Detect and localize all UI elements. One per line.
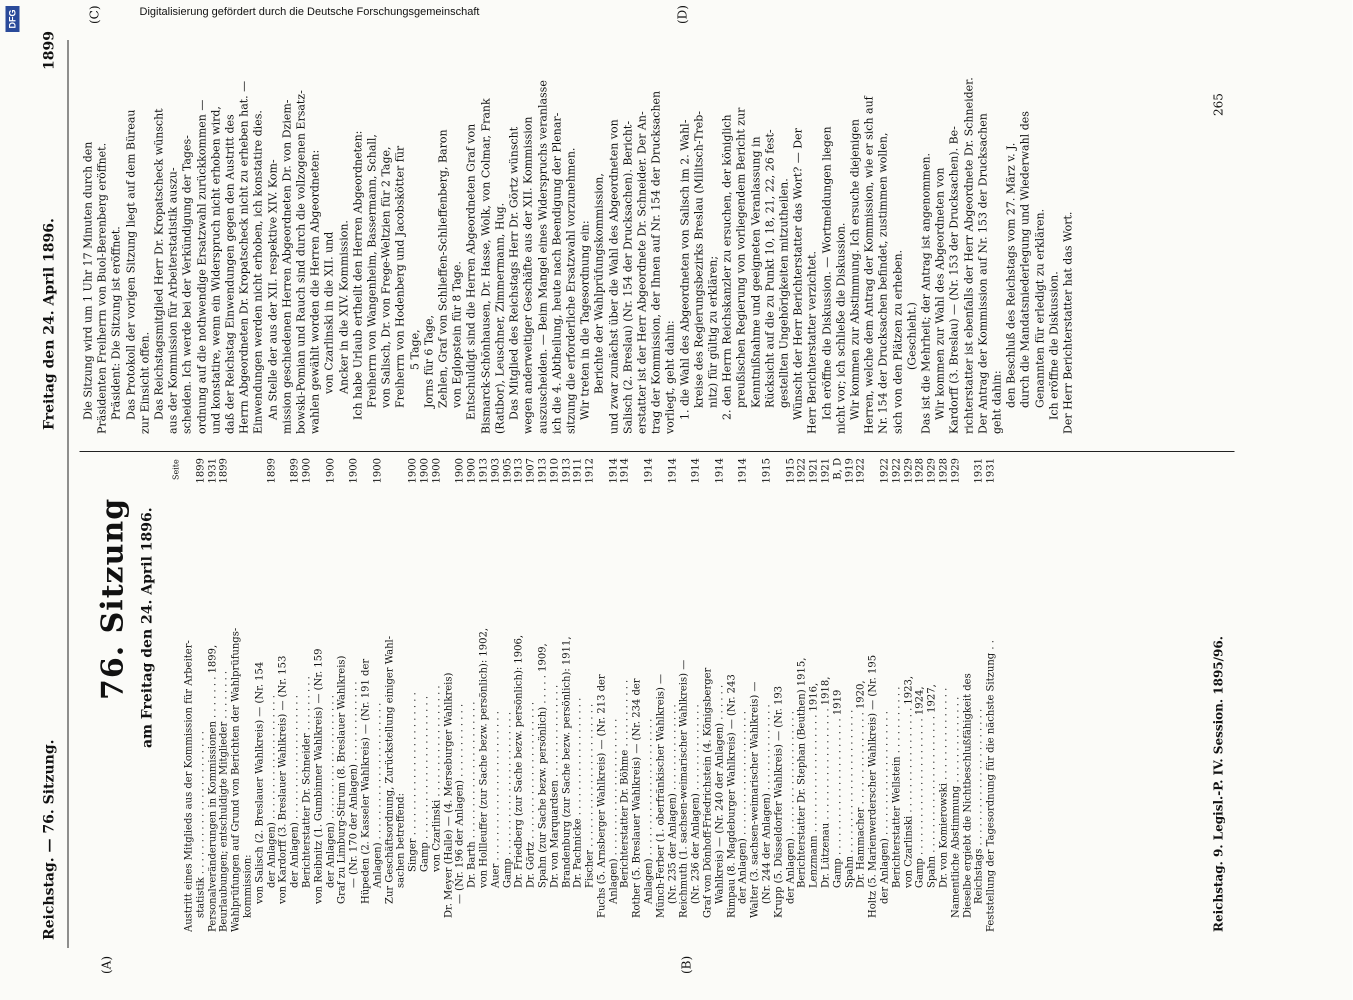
- toc-entry-text: Münch-Ferber (1. oberfränkischer Wahlkreis) —: [655, 673, 667, 918]
- body-line: gestellten Ungehörigkeiten mitzutheilen.: [777, 178, 791, 408]
- toc-entry-page: 1921: [820, 458, 832, 484]
- toc-entry-page: 1899: [266, 458, 278, 484]
- toc-entry: [537, 458, 549, 932]
- toc-entry-text: Walter (3. sachsen-weimarischer Wahlkreis) —: [749, 681, 761, 918]
- toc-entry: [455, 458, 467, 932]
- body-line: 2. den Herrn Reichskanzler zu ersuchen, der königlich: [720, 114, 734, 420]
- toc-entry-text: der Anlagen) . . . . . . . . . . . . . . . . . . . .: [266, 695, 278, 888]
- toc-entry-text: Gamp . . . . . . . . . . . . . . . . . . . . . . .: [419, 695, 431, 872]
- body-line: Wünscht der Herr Berichterstatter das Wort? — Der: [791, 128, 805, 420]
- toc-entry: [360, 458, 372, 932]
- toc-entry: [549, 458, 561, 932]
- body-line: den Beschluß des Reichstags vom 27. März v. J.: [1004, 142, 1018, 408]
- body-line: Wir kommen zur Abstimmung. Ich ersuche diejenigen: [848, 119, 862, 420]
- body-line: und konstatire, wenn ein Widerspruch nicht erhoben wird,: [209, 106, 223, 434]
- body-line: Zehlen, Graf von Schlieffen-Schlieffenberg, Baron: [436, 129, 450, 408]
- toc-entry-text: der Anlagen) . . . . . . . . . . . . . . . . . . . .: [325, 695, 337, 888]
- toc-entry: [337, 458, 349, 932]
- toc-entry: [301, 458, 313, 932]
- toc-entry: [596, 458, 608, 932]
- body-line: von Eglopstein für 8 Tage.: [450, 261, 464, 408]
- toc-entry-text: kommission:: [242, 854, 254, 918]
- toc-entry-text: Graf zu Limburg-Stirum (8. Breslauer Wahlkreis): [336, 655, 348, 904]
- toc-entry-page: 1914: [690, 458, 702, 484]
- body-line: Bismarck-Schönhausen, Dr. Hasse, Wolk, von Colmar, Frank: [479, 98, 493, 434]
- page-number-bottom: 265: [1211, 93, 1226, 116]
- toc-entry: [915, 458, 927, 932]
- body-line: Herrn Abgeordneten Dr. Kropatscheck nicht zu erheben hat. —: [237, 80, 251, 434]
- body-line: wahlen gewählt worden die Herren Abgeordneten:: [308, 149, 322, 434]
- toc-entry: [667, 458, 679, 932]
- toc-entry-page: 1900: [407, 458, 419, 484]
- toc-entry: [408, 458, 420, 932]
- toc-entry-page: B, D: [832, 458, 844, 480]
- dfg-logo: DFG: [6, 6, 20, 32]
- body-line: ich die 4. Abtheilung, heute nach Beendigung der Plenar-: [550, 112, 564, 434]
- toc-entry-text: Zur Geschäftsordnung, Zurückstellung einiger Wahl-: [384, 635, 396, 904]
- margin-marker-d: (D): [675, 5, 690, 24]
- toc-entry: [313, 458, 325, 932]
- body-line: Entschuldigt sind die Herren Abgeordneten Graf von: [464, 123, 478, 420]
- toc-entry-text: Beurlaubungen; entschuldigte Mitglieder . . . . . . . .: [218, 670, 230, 932]
- toc-entry-text: Berichterstatter Dr. Schneider . . . . . . . . .: [301, 676, 313, 888]
- toc-entry-text: von Kardorff (3. Breslauer Wahlkreis) — (Nr. 153: [277, 655, 289, 904]
- toc-entry-text: Wahlprüfungen auf Grund von Berichten der Wahlprüfungs-: [230, 627, 242, 932]
- toc-entry-text: Berichterstatter Wellstein . . . . . . . . . . .: [891, 686, 903, 888]
- toc-entry-text: Reichmuth (1. sachsen-weimarischer Wahlkreis) —: [678, 659, 690, 918]
- body-line: kreise des Regierungsbezirks Breslau (Militsch-Treb-: [692, 111, 706, 408]
- toc-entry-page: 1929: [950, 458, 962, 484]
- toc-entry: [419, 458, 431, 932]
- toc-entry-text: Spahn . . . . . . . . . . . . . . . . . . . . . . 1927,: [926, 684, 938, 888]
- toc-entry: [431, 458, 443, 932]
- toc-entry-text: Rimpau (8. Magdeburger Wahlkreis) — (Nr. 243: [726, 674, 738, 918]
- body-line: Freiherrn von Wangenheim, Bassermann, Schall,: [365, 134, 379, 408]
- toc-entry-page: 1929: [926, 458, 938, 484]
- toc-entry-text: Dr. Barth . . . . . . . . . . . . . . . . . . . . . .: [466, 701, 478, 888]
- toc-entry-text: Dr. Hammacher . . . . . . . . . . . . . . . 1920,: [855, 680, 867, 888]
- body-line: mission geschiedenen Herren Abgeordneten Dr. von Dziem-: [280, 99, 294, 434]
- toc-entry-text: (Nr. 244 der Anlagen) . . . . . . . . . . . . . .: [761, 704, 773, 904]
- toc-entry: [832, 458, 844, 932]
- toc-entry-page: 1900: [419, 458, 431, 484]
- toc-entry-text: der Anlagen) . . . . . . . . . . . . . . . . . . . .: [289, 695, 301, 888]
- body-line: nitz) für gültig zu erklären;: [706, 255, 720, 408]
- toc-entry-page: 1922: [891, 458, 903, 484]
- toc-entry: [502, 458, 514, 932]
- body-line: Das ist die Mehrheit; der Antrag ist angenommen.: [919, 152, 933, 434]
- toc-entry: [325, 458, 337, 932]
- body-line: Ich habe Urlaub ertheilt den Herren Abgeordneten:: [351, 130, 365, 420]
- toc-entry: [278, 458, 290, 932]
- toc-entry: [868, 458, 880, 932]
- toc-entry: [974, 458, 986, 932]
- toc-entry-page: 1912: [584, 458, 596, 484]
- body-line: (Ratibor), Leuschner, Zimmermann, Hug.: [493, 202, 507, 434]
- toc-entry: [785, 458, 797, 932]
- toc-entry: [714, 458, 726, 932]
- toc-entry: [762, 458, 774, 932]
- body-line: Nr. 154 der Drucksachen befindet, zustimmen wollen,: [876, 132, 890, 434]
- toc-entry-text: Dr. Görtz . . . . . . . . . . . . . . . . . . . . . .: [525, 702, 537, 888]
- toc-entry-page: 1922: [855, 458, 867, 484]
- toc-entry-text: Dr. Pachnicke . . . . . . . . . . . . . . . . . . .: [572, 697, 584, 888]
- body-line: Freiherrn von Hodenberg und Jacobskötter für: [393, 145, 407, 408]
- toc-entry-text: Feststellung der Tagesordnung für die nächste Sitzung . .: [985, 640, 997, 932]
- toc-entry-text: Gamp . . . . . . . . . . . . . . . . . . . . . . 1919: [832, 689, 844, 888]
- body-line: Präsident: Die Sitzung ist eröffnet.: [109, 226, 123, 420]
- toc-entry-text: Hüpeden (2. Kasseler Wahlkreis) — (Nr. 191 der: [360, 658, 372, 904]
- body-line: Rücksicht auf die zu Punkt 10, 18, 21, 22, 26 fest-: [763, 129, 777, 408]
- toc-entry-page: 1899: [289, 458, 301, 484]
- toc-entry-page: 1900: [454, 458, 466, 484]
- toc-entry: [608, 458, 620, 932]
- toc-entry-text: Lenzmann . . . . . . . . . . . . . . . . . . . 1916,: [808, 682, 820, 888]
- body-line: Das Protokoll der vorigen Sitzung liegt auf dem Büreau: [124, 109, 138, 420]
- toc-entry-page: 1900: [325, 458, 337, 484]
- toc-entry: [372, 458, 384, 932]
- session-title: 76. Sitzung: [95, 497, 131, 700]
- toc-entry-text: Dr. von Komierowski . . . . . . . . . . . . . . .: [938, 687, 950, 888]
- toc-entry: [620, 458, 632, 932]
- toc-entry-text: Anlagen) . . . . . . . . . . . . . . . . . . . . . .: [608, 718, 620, 904]
- toc-entry: [773, 458, 785, 932]
- toc-entry-page: 1914: [737, 458, 749, 484]
- toc-entry: [242, 458, 254, 932]
- toc-entry-text: Singer . . . . . . . . . . . . . . . . . . . . . . .: [407, 692, 419, 872]
- toc-entry-page: 1905: [502, 458, 514, 484]
- body-line: trag der Kommission, der Ihnen auf Nr. 154 der Drucksachen: [649, 90, 663, 434]
- toc-entry-page: 1899: [218, 458, 230, 484]
- body-line: von Salisch, Dr. von Frege-Weltzien für 2 Tage,: [379, 146, 393, 408]
- running-header-left: Reichstag. — 76. Sitzung.: [41, 739, 58, 940]
- body-line: wegen anderweitiger Geschäfte aus der XII. Kommission: [521, 116, 535, 434]
- toc-entry: [290, 458, 302, 932]
- toc-entry-page: 1919: [844, 458, 856, 484]
- toc-entry-page: 1900: [431, 458, 443, 484]
- toc-entry: [726, 458, 738, 932]
- toc-entry-text: der Anlagen) . . . . . . . . . . . . . . . . . . . .: [785, 711, 797, 904]
- toc-entry-page: 1931: [985, 458, 997, 484]
- body-line: Kardorff (3. Breslau) — (Nr. 153 der Drucksachen). Be-: [947, 126, 961, 434]
- body-line: 5 Tage,: [408, 329, 422, 370]
- body-line: Der Herr Berichterstatter hat das Wort.: [1061, 211, 1075, 434]
- toc-entry-text: Dr. von Marquardsen . . . . . . . . . . . . . . .: [549, 684, 561, 888]
- toc-entry-text: von Czarlinski . . . . . . . . . . . . . . . . . .: [431, 685, 443, 872]
- body-line: Kenntnißnahme und geeigneten Veranlassung in: [749, 136, 763, 408]
- toc-entry-page: 1922: [879, 458, 891, 484]
- toc-entry-text: Namentliche Abstimmung . . . . . . . . . . . . . .: [950, 696, 962, 918]
- toc-entry: [903, 458, 915, 932]
- toc-entry-text: von Salisch (2. Breslauer Wahlkreis) — (Nr. 154: [254, 661, 266, 904]
- toc-entry-page: 1913: [537, 458, 549, 484]
- running-header-date: Freitag den 24. April 1896.: [41, 218, 58, 430]
- toc-entry-text: Wahlkreis) — (Nr. 240 der Anlagen) . . . . . .: [714, 684, 726, 904]
- toc-entry-text: (Nr. 236 der Anlagen) . . . . . . . . . . . . . .: [690, 704, 702, 904]
- toc-entry: [950, 458, 962, 932]
- toc-entry-text: Dieselbe ergiebt die Nichtbeschlußfähigkeit des: [962, 673, 974, 918]
- column-divider: [80, 451, 1235, 452]
- toc-entry-page: 1915: [785, 458, 797, 484]
- body-line: Herren, welche dem Antrag der Kommission, wie er sich auf: [862, 96, 876, 434]
- body-line: Berichte der Wahlprüfungskommission,: [592, 173, 606, 394]
- body-line: Ich eröffne die Diskussion. — Wortmeldungen liegen: [820, 126, 834, 420]
- toc-entry: [703, 458, 715, 932]
- toc-entry-page: 1922: [796, 458, 808, 484]
- toc-entry-text: von Hollleuffer (zur Sache bezw. persönlich): 1902,: [478, 627, 490, 888]
- toc-entry-text: Auer . . . . . . . . . . . . . . . . . . . . . . . .: [490, 711, 502, 888]
- margin-marker-b: (B): [679, 955, 694, 974]
- toc-entry: [490, 458, 502, 932]
- toc-entry-page: 1931: [973, 458, 985, 484]
- toc-entry: [514, 458, 526, 932]
- toc-entry-text: Berichterstatter Dr. Stephan (Beuthen) 1915,: [796, 657, 808, 888]
- toc-entry-text: Dr. Meyer (Halle) — (4. Merseburger Wahlkreis): [443, 672, 455, 918]
- toc-entry: [207, 458, 219, 932]
- toc-entry-page: 1907: [525, 458, 537, 484]
- toc-entry-text: Fischer . . . . . . . . . . . . . . . . . . . . . . .: [584, 703, 596, 888]
- toc-entry: [939, 458, 951, 932]
- toc-entry: [467, 458, 479, 932]
- toc-entry: [821, 458, 833, 932]
- toc-entry: [231, 458, 243, 932]
- toc-entry-text: Personalveränderungen in Kommissionen . . . . . . . 1899,: [207, 644, 219, 932]
- toc-entry-text: statistik . . . . . . . . . . . . . . . . . . . . . . .: [195, 731, 207, 918]
- toc-entry-page: 1900: [372, 458, 384, 484]
- toc-entry-page: 1914: [667, 458, 679, 484]
- body-line: Ancker in die XIV. Kommission.: [337, 220, 351, 394]
- toc-entry: [644, 458, 656, 932]
- toc-entry: [655, 458, 667, 932]
- toc-entry-page: 1911: [572, 458, 584, 484]
- toc-entry-text: Berichterstatter Dr. Böhme . . . . . . . . . . .: [619, 679, 631, 888]
- toc-entry-page: 1915: [761, 458, 773, 484]
- digitization-credit: Digitalisierung gefördert durch die Deutsche Forschungsgemeinschaft: [139, 6, 480, 18]
- toc-entry: [254, 458, 266, 932]
- toc-entry-page: 1913: [513, 458, 525, 484]
- body-line: vorliegt, geht dahin:: [663, 320, 677, 434]
- body-line: Salisch (2. Breslau) (Nr. 154 der Drucksachen). Bericht-: [621, 120, 635, 434]
- toc-entry-text: Rother (5. Breslauer Wahlkreis) — (Nr. 234 der: [631, 678, 643, 918]
- toc-entry-page: 1900: [466, 458, 478, 484]
- toc-entry: [526, 458, 538, 932]
- toc-entry-page: 1900: [348, 458, 360, 484]
- toc-entry: [585, 458, 597, 932]
- body-line: Präsidenten Freiherrn von Buol-Berenberg eröffnet.: [95, 142, 109, 434]
- body-line: Herr Berichterstatter verzichtet.: [805, 250, 819, 434]
- toc-entry: [986, 458, 998, 932]
- toc-entry-page: 1914: [714, 458, 726, 484]
- toc-entry: [856, 458, 868, 932]
- footer-session: Reichstag. 9. Legisl.-P. IV. Session. 1895/96.: [1211, 636, 1226, 932]
- body-line: preußischen Regierung von vorliegendem Bericht zur: [734, 107, 748, 408]
- body-line: scheiden. Ich werde bei der Verkündigung der Tages-: [180, 135, 194, 434]
- toc-entry-page: 1910: [549, 458, 561, 484]
- table-of-contents: [184, 458, 998, 932]
- toc-entry-text: Graf von Dönhoff-Friedrichstein (4. Königsberger: [702, 667, 714, 918]
- proceedings-text: [82, 26, 1076, 434]
- toc-entry: [809, 458, 821, 932]
- toc-entry-page: 1903: [490, 458, 502, 484]
- toc-entry: [349, 458, 361, 932]
- toc-entry-text: — (Nr. 170 der Anlagen) . . . . . . . . . . . . .: [348, 681, 360, 888]
- body-line: Der Antrag der Kommission auf Nr. 153 der Drucksachen: [976, 113, 990, 434]
- toc-entry-page: 1914: [643, 458, 655, 484]
- toc-entry-text: Gamp . . . . . . . . . . . . . . . . . . . . . . 1924,: [914, 686, 926, 888]
- toc-entry-text: der Anlagen) . . . . . . . . . . . . . . . . . . . .: [879, 711, 891, 904]
- toc-entry: [573, 458, 585, 932]
- body-line: durch die Mandatsniederlegung und Wiederwahl des: [1018, 111, 1032, 408]
- body-line: von Czarlinski in die XII. und: [322, 231, 336, 394]
- toc-entry: [797, 458, 809, 932]
- body-line: Die Sitzung wird um 1 Uhr 17 Minuten durch den: [81, 141, 95, 420]
- page-number-top: 1899: [41, 31, 58, 70]
- body-line: Ich eröffne die Diskussion.: [1047, 271, 1061, 420]
- toc-entry-text: (Nr. 235 der Anlagen) . . . . . . . . . . . . . .: [667, 704, 679, 904]
- body-line: bowski-Pomian und Rauch sind durch die vollzogenen Ersatz-: [294, 90, 308, 434]
- body-line: sitzung die erforderliche Ersatzwahl vorzunehmen.: [564, 147, 578, 434]
- toc-entry-text: Dr. Friedberg (zur Sache bezw. persönlich): 1906,: [513, 634, 525, 888]
- toc-entry: [891, 458, 903, 932]
- toc-entry: [561, 458, 573, 932]
- toc-entry-text: Gamp . . . . . . . . . . . . . . . . . . . . . . .: [502, 711, 514, 888]
- body-line: aus der Kommission für Arbeiterstatistik auszu-: [166, 167, 180, 434]
- toc-entry-text: Austritt eines Mitglieds aus der Kommission für Arbeiter-: [183, 640, 195, 932]
- toc-entry-text: Dr. Lützenau . . . . . . . . . . . . . . . . . . 1918,: [820, 676, 832, 888]
- header-rule: [68, 40, 69, 948]
- body-line: sich von den Plätzen zu erheben.: [891, 249, 905, 434]
- toc-entry: [384, 458, 396, 932]
- toc-entry-page: 1921: [808, 458, 820, 484]
- toc-entry-text: Spahn . . . . . . . . . . . . . . . . . . . . . . .: [844, 709, 856, 888]
- body-line: Jorns für 6 Tage,: [422, 314, 436, 408]
- body-line: nicht vor; ich schließe die Diskussion.: [834, 222, 848, 434]
- toc-entry-text: Krupp (5. Düsseldorfer Wahlkreis) — (Nr. 193: [773, 685, 785, 918]
- toc-entry: [195, 458, 207, 932]
- body-line: ordnung auf die nothwendige Ersatzwahl zurückkommen —: [195, 99, 209, 434]
- toc-entry-page: 1900: [301, 458, 313, 484]
- toc-entry-text: Anlagen) . . . . . . . . . . . . . . . . . . . . . .: [643, 718, 655, 904]
- toc-entry-text: Fuchs (5. Arnsberger Wahlkreis) — (Nr. 213 der: [596, 674, 608, 918]
- body-line: richterstatter ist ebenfalls der Herr Abgeordnete Dr. Schneider.: [962, 77, 976, 434]
- toc-entry-page: 1914: [619, 458, 631, 484]
- toc-entry-text: sachen betreffend:: [395, 793, 407, 888]
- margin-marker-c: (C): [87, 5, 102, 24]
- toc-entry-page: 1931: [207, 458, 219, 484]
- toc-entry-page: 1929: [903, 458, 915, 484]
- toc-entry: [184, 458, 196, 932]
- toc-entry: [844, 458, 856, 932]
- toc-entry-page: 1928: [938, 458, 950, 484]
- body-line: und zwar zunächst über die Wahl des Abgeordneten von: [607, 119, 621, 434]
- body-line: geht dahin:: [990, 370, 1004, 434]
- toc-entry-page: 1899: [195, 458, 207, 484]
- toc-entry-text: Reichstags . . . . . . . . . . . . . . . . . . . . . .: [973, 708, 985, 904]
- toc-entry-text: Holtz (5. Marienwerderscher Wahlkreis) — (Nr. 195: [867, 654, 879, 918]
- body-line: Genannten für erledigt zu erklären.: [1033, 208, 1047, 408]
- body-line: Einwendungen werden nicht erhoben, ich konstatire dies.: [251, 110, 265, 434]
- body-line: erstatter ist der Herr Abgeordnete Dr. Schneider. Der An-: [635, 111, 649, 434]
- toc-entry: [738, 458, 750, 932]
- toc-entry: [266, 458, 278, 932]
- toc-entry: [396, 458, 408, 932]
- toc-entry-text: Brandenburg (zur Sache bezw. persönlich): 1911,: [561, 636, 572, 888]
- toc-entry-page: 1913: [561, 458, 572, 484]
- session-date: am Freitag den 24. April 1896.: [139, 507, 156, 748]
- body-line: 1. die Wahl des Abgeordneten von Salisch im 2. Wahl-: [678, 119, 692, 420]
- body-line: Das Reichstagsmitglied Herr Dr. Kropatscheck wünscht: [152, 108, 166, 420]
- toc-entry-text: — (Nr. 196 der Anlagen) . . . . . . . . . . . .: [454, 703, 466, 904]
- toc-page-header: Seite: [171, 459, 181, 480]
- body-line: zur Einsicht offen.: [138, 331, 152, 434]
- toc-entry: [679, 458, 691, 932]
- body-line: daß der Reichstag Einwendungen gegen den Austritt des: [223, 114, 237, 434]
- body-line: Das Mitglied des Reichstags Herr Dr. Görtz wünscht: [507, 126, 521, 420]
- toc-entry-text: Anlagen) . . . . . . . . . . . . . . . . . . . . . .: [372, 702, 384, 888]
- toc-entry: [880, 458, 892, 932]
- toc-entry: [632, 458, 644, 932]
- toc-entry-text: der Anlagen) . . . . . . . . . . . . . . . . . . . .: [737, 711, 749, 904]
- toc-entry-page: 1913: [478, 458, 490, 484]
- body-line: Wir treten in die Tagesordnung ein:: [578, 220, 592, 420]
- body-line: An Stelle der aus der XII. respektive XIV. Kom-: [266, 159, 280, 420]
- toc-entry-page: 1914: [608, 458, 620, 484]
- toc-entry: [219, 458, 231, 932]
- toc-entry-text: von Czarlinski . . . . . . . . . . . . . . . . . 1923,: [903, 675, 915, 888]
- toc-entry: [750, 458, 762, 932]
- margin-marker-a: (A): [99, 955, 114, 974]
- toc-entry: [691, 458, 703, 932]
- toc-entry-text: von Reibnitz (1. Gumbinner Wahlkreis) — (Nr. 159: [313, 648, 325, 904]
- toc-entry: [962, 458, 974, 932]
- body-line: Wir kommen zur Wahl des Abgeordneten von: [933, 167, 947, 420]
- body-line: auszuscheiden. — Beim Mangel eines Widerspruchs veranlasse: [536, 80, 549, 434]
- toc-entry: [478, 458, 490, 932]
- toc-entry: [443, 458, 455, 932]
- body-line: (Geschieht.): [905, 302, 919, 370]
- toc-entry-text: Spahn (zur Sache bezw. persönlich) . . . . . 1909,: [537, 643, 549, 888]
- toc-entry-page: 1928: [914, 458, 926, 484]
- toc-entry: [927, 458, 939, 932]
